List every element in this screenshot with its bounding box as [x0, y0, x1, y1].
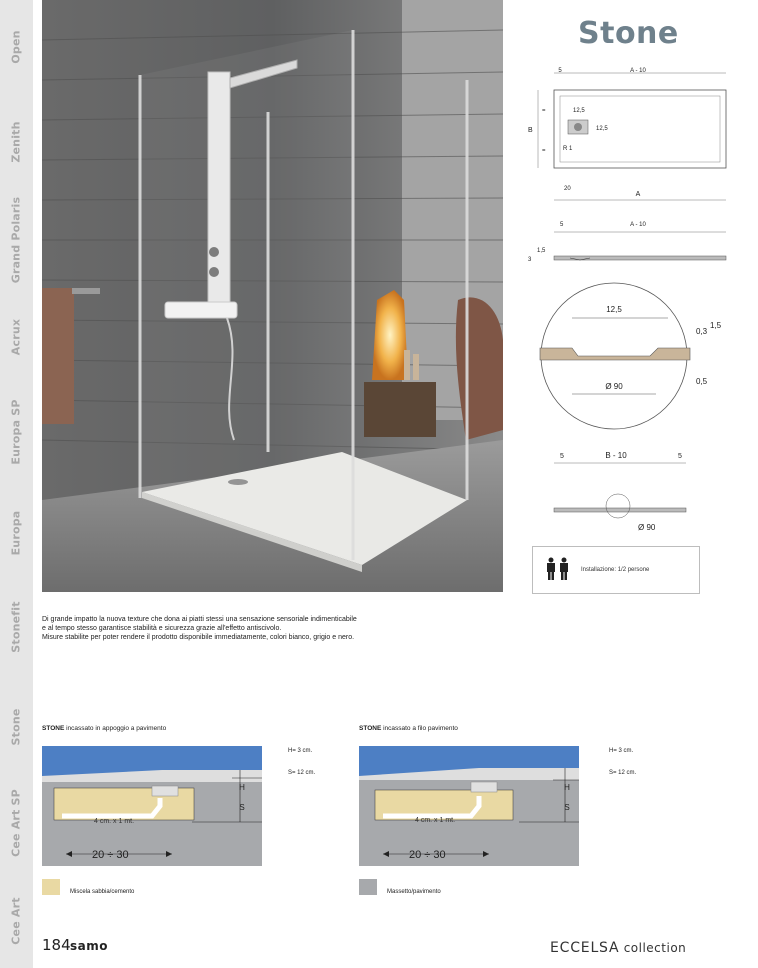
- product-description: [42, 615, 542, 642]
- detail-1-5-label: 1,5: [710, 321, 722, 330]
- sidebar-item-label: Zenith: [9, 121, 23, 163]
- legend-sand-label: Miscela sabbia/cemento: [70, 889, 135, 895]
- side-view-drawing: [528, 222, 726, 263]
- sidebar-item-label: Cee Art SP: [9, 789, 23, 857]
- install-right-title-bold: STONE: [359, 725, 382, 732]
- technical-drawings: [520, 60, 740, 600]
- dim-b-label: B: [528, 127, 533, 134]
- installation-box: [532, 546, 700, 594]
- section-drawing: [554, 451, 686, 532]
- brand-logo: samo: [70, 939, 108, 953]
- install-left-title: [42, 725, 166, 732]
- label-h: H: [564, 783, 570, 792]
- pipe-label: 4 cm. x 1 mt.: [415, 817, 456, 824]
- detail-12-5-label: 12,5: [606, 305, 622, 314]
- radius-label: R 1: [563, 146, 573, 152]
- side-5-label: 5: [560, 222, 564, 228]
- product-photo: [42, 0, 503, 592]
- install-right-title: [359, 725, 458, 732]
- install-right-s-note: S= 12 cm.: [609, 770, 637, 776]
- collection-sub: collection: [619, 941, 687, 955]
- sidebar-item-label: Europa SP: [9, 399, 23, 465]
- side-3-label: 3: [528, 257, 532, 263]
- install-left-diagram: [42, 746, 262, 866]
- dim-a-minus-label: A - 10: [630, 68, 646, 74]
- sidebar-item-label: Europa: [9, 510, 23, 556]
- two-persons-icon: [545, 557, 571, 581]
- description-line: e al tempo stesso garantisce stabilità e sicurezza grazie all'effetto antiscivolo.: [42, 625, 282, 632]
- sidebar-item-label: Open: [9, 30, 23, 64]
- install-right-diagram: [359, 746, 579, 866]
- section-phi-90-label: Ø 90: [638, 523, 656, 532]
- range-label: 20 ÷ 30: [409, 849, 446, 861]
- collection-main: ECCELSA: [550, 940, 620, 956]
- section-5-right-label: 5: [678, 453, 682, 460]
- description-line: Misure stabilite per poter rendere il prodotto disponibile immediatamente, colori bianco, grigio e nero.: [42, 634, 355, 641]
- range-label: 20 ÷ 30: [92, 849, 129, 861]
- sidebar-item-label: Cee Art: [9, 897, 23, 945]
- installation-text: Installazione: 1/2 persone: [581, 567, 650, 573]
- install-left-h-note: H= 3 cm.: [288, 748, 313, 754]
- install-left-title-bold: STONE: [42, 725, 65, 732]
- install-right-title-rest: incassato a filo pavimento: [381, 725, 458, 732]
- detail-0-3-label: 0,3: [696, 327, 708, 336]
- legend-screed-swatch: [359, 879, 377, 895]
- sidebar-item-label: Acrux: [9, 318, 23, 356]
- dim-5-label: 5: [558, 68, 562, 74]
- top-view-drawing: [528, 68, 726, 200]
- eq-bottom-label: =: [542, 148, 546, 154]
- product-title: Stone: [578, 16, 679, 51]
- side-a-minus-label: A - 10: [630, 222, 646, 228]
- pipe-label: 4 cm. x 1 mt.: [94, 818, 135, 825]
- detail-phi-90-label: Ø 90: [605, 382, 623, 391]
- detail-drawing: [540, 283, 722, 429]
- install-right-h-note: H= 3 cm.: [609, 748, 634, 754]
- page-number: 184: [42, 936, 71, 954]
- detail-0-5-label: 0,5: [696, 377, 708, 386]
- legend-screed-label: Massetto/pavimento: [387, 889, 441, 895]
- label-s: S: [564, 803, 570, 812]
- dim-a-label: A: [635, 191, 641, 198]
- section-5-left-label: 5: [560, 453, 564, 460]
- collection-name: [550, 940, 686, 956]
- description-line: Di grande impatto la nuova texture che dona ai piatti stessi una sensazione sensoriale indimenticabile: [42, 616, 357, 623]
- dim-12-5-label: 12,5: [573, 108, 585, 114]
- side-1-5-label: 1,5: [537, 248, 546, 254]
- install-left-s-note: S= 12 cm.: [288, 770, 316, 776]
- label-s: S: [239, 803, 245, 812]
- section-b-minus-label: B - 10: [605, 451, 627, 460]
- eq-top-label: =: [542, 108, 546, 114]
- sidebar-item-label: Stonefit: [9, 601, 23, 653]
- sidebar: [0, 0, 33, 968]
- install-left-title-rest: incassato in appoggio a pavimento: [64, 725, 167, 732]
- label-h: H: [239, 783, 245, 792]
- dim-12-5b-label: 12,5: [596, 126, 608, 132]
- dim-20-label: 20: [564, 186, 571, 192]
- legend-sand-swatch: [42, 879, 60, 895]
- sidebar-item-label: Stone: [9, 708, 23, 746]
- sidebar-item-label: Grand Polaris: [9, 196, 23, 284]
